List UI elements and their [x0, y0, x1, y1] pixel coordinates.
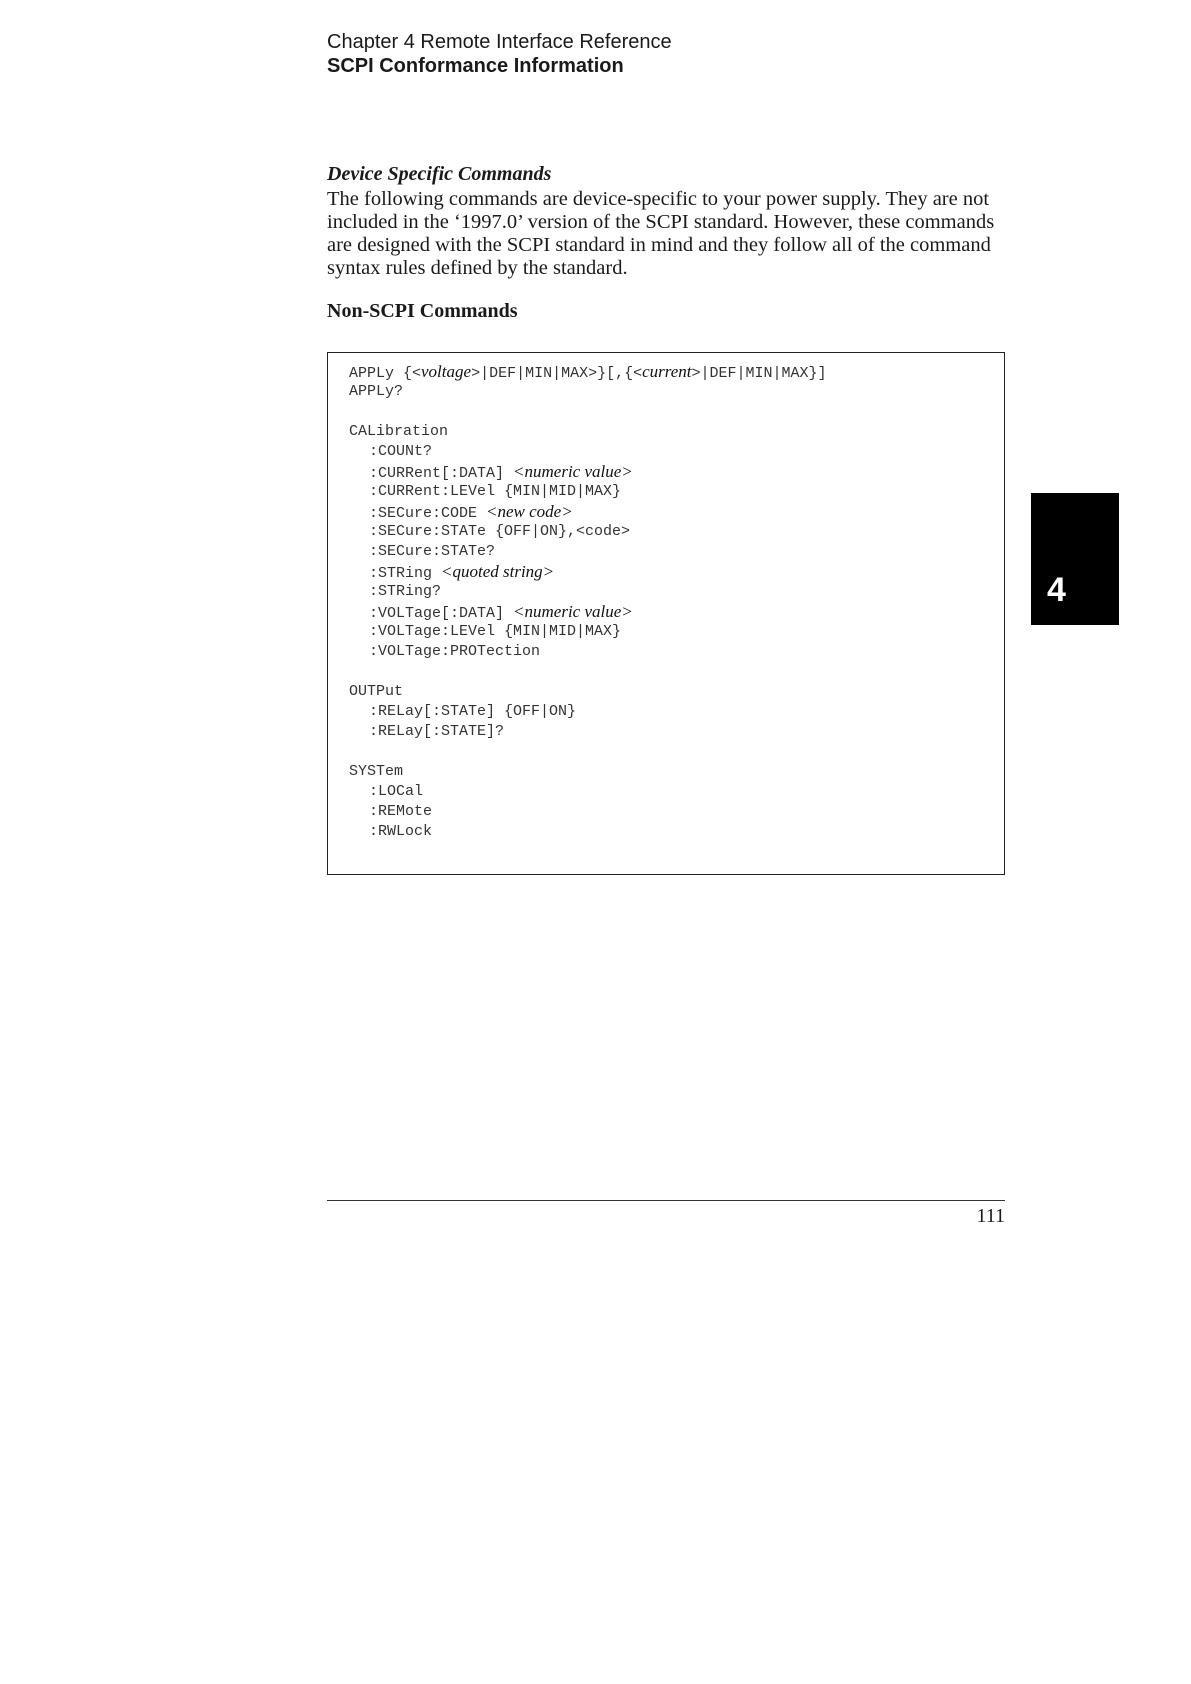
cal-secure-state-query: :SECure:STATe?	[369, 543, 496, 560]
system-local: :LOCal	[369, 783, 424, 800]
voltage-param: voltage	[421, 362, 472, 381]
new-code-param: <new code>	[486, 502, 573, 521]
chapter-title: Chapter 4 Remote Interface Reference	[327, 31, 672, 53]
cal-string: :STRing <quoted string>	[369, 562, 555, 582]
non-scpi-heading: Non-SCPI Commands	[327, 300, 518, 322]
command-listing-box	[327, 352, 1005, 875]
cal-voltage-level: :VOLTage:LEVel {MIN|MID|MAX}	[369, 623, 622, 640]
quoted-string-param: <quoted string>	[441, 562, 555, 581]
output-root: OUTPut	[349, 683, 404, 700]
cal-count: :COUNt?	[369, 443, 433, 460]
cal-voltage-protection: :VOLTage:PROTection	[369, 643, 541, 660]
apply-command: APPLy {<voltage>|DEF|MIN|MAX>}[,{<current>|DEF|MIN|MAX}]	[349, 362, 827, 382]
cal-current-level: :CURRent:LEVel {MIN|MID|MAX}	[369, 483, 622, 500]
cal-voltage-data: :VOLTage[:DATA] <numeric value>	[369, 602, 633, 622]
cal-current-data: :CURRent[:DATA] <numeric value>	[369, 462, 633, 482]
chapter-tab-number: 4	[1047, 571, 1066, 609]
cal-secure-code: :SECure:CODE <new code>	[369, 502, 573, 522]
chapter-tab	[1031, 493, 1119, 625]
page-number: 111	[976, 1205, 1005, 1227]
numeric-value-param: <numeric value>	[513, 462, 633, 481]
device-specific-heading: Device Specific Commands	[327, 163, 552, 185]
calibration-root: CALibration	[349, 423, 449, 440]
cal-secure-state: :SECure:STATe {OFF|ON},<code>	[369, 523, 631, 540]
page-header	[327, 30, 672, 78]
system-root: SYSTem	[349, 763, 404, 780]
apply-query: APPLy?	[349, 383, 404, 400]
output-relay-state: :RELay[:STATe] {OFF|ON}	[369, 703, 577, 720]
cal-string-query: :STRing?	[369, 583, 442, 600]
system-rwlock: :RWLock	[369, 823, 433, 840]
main-content	[327, 163, 1007, 323]
device-specific-paragraph: The following commands are device-specific to your power supply. They are not included in the ‘1997.0’ version of the SCPI standard. However, these commands are designed with the SCPI standard in mind and they follow all of the command syntax rules defined by the standard.	[327, 188, 995, 279]
section-title: SCPI Conformance Information	[327, 55, 624, 77]
footer-divider	[327, 1200, 1005, 1201]
system-remote: :REMote	[369, 803, 433, 820]
numeric-value-param: <numeric value>	[513, 602, 633, 621]
current-param: current	[642, 362, 692, 381]
output-relay-state-query: :RELay[:STATE]?	[369, 723, 505, 740]
